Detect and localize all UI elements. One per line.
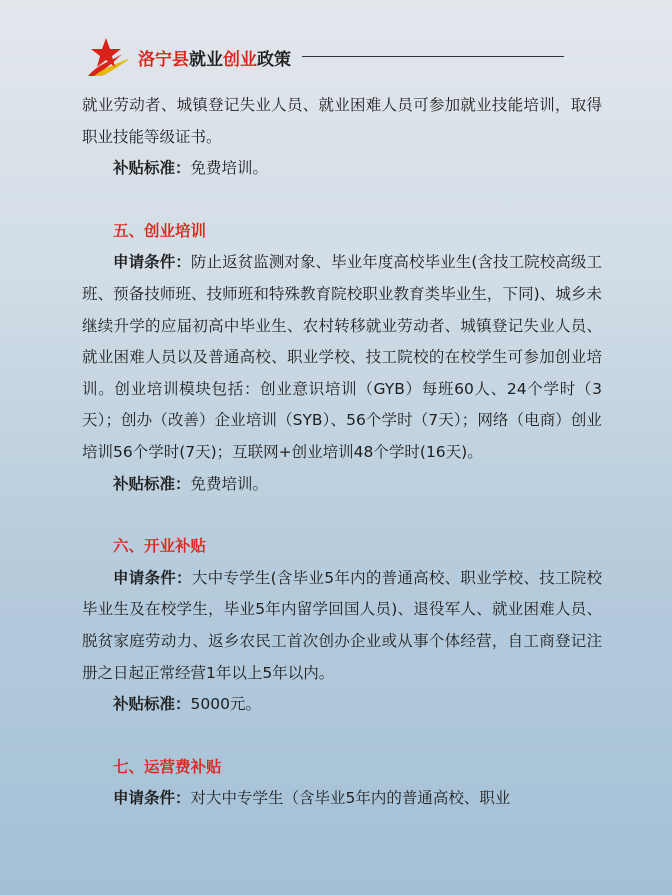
section5-title: 五、创业培训 — [113, 221, 207, 240]
policy-content — [82, 90, 602, 815]
section4-subsidy: 补贴标准：免费培训。 — [113, 159, 269, 178]
brand-title: 洛宁县就业创业政策 — [138, 50, 291, 70]
star-logo-icon — [84, 36, 136, 78]
section7-title: 七、运营费补贴 — [113, 757, 222, 776]
page-header — [84, 34, 584, 84]
section7-apply: 申请条件：对大中专学生（含毕业5年内的普通高校、职业 — [113, 789, 511, 808]
section5-subsidy: 补贴标准：免费培训。 — [113, 474, 269, 493]
section5-apply: 申请条件：防止返贫监测对象、毕业年度高校毕业生(含技工院校高级工班、预备技师班、技师班和特殊教育院校职业教育类毕业生，下同)、城乡未继续升学的应届初高中毕业生、农村转移就业劳动者、城镇登记失业人员、就业困难人员以及普通高校、职业学校、技工院校的在校学生可参加创业培训。创业培训模块包括：创业意识培训（GYB）每班60人、24个学时（3天）；创办（改善）企业培训（SYB）、56个学时（7天）；网络（电商）创业培训56个学时(7天)；互联网+创业培训48个学时(16天)。 — [82, 253, 602, 461]
section6-apply: 申请条件：大中专学生(含毕业5年内的普通高校、职业学校、技工院校毕业生及在校学生，毕业5年内留学回国人员)、退役军人、就业困难人员、脱贫家庭劳动力、返乡农民工首次创办企业或从事个体经营，自工商登记注册之日起正常经营1年以上5年以内。 — [82, 568, 602, 682]
section4-continued-text: 就业劳动者、城镇登记失业人员、就业困难人员可参加就业技能培训，取得职业技能等级证书。 — [82, 96, 602, 146]
section6-title: 六、开业补贴 — [113, 537, 207, 556]
section6-subsidy: 补贴标准：5000元。 — [113, 695, 261, 714]
header-divider — [302, 56, 564, 57]
